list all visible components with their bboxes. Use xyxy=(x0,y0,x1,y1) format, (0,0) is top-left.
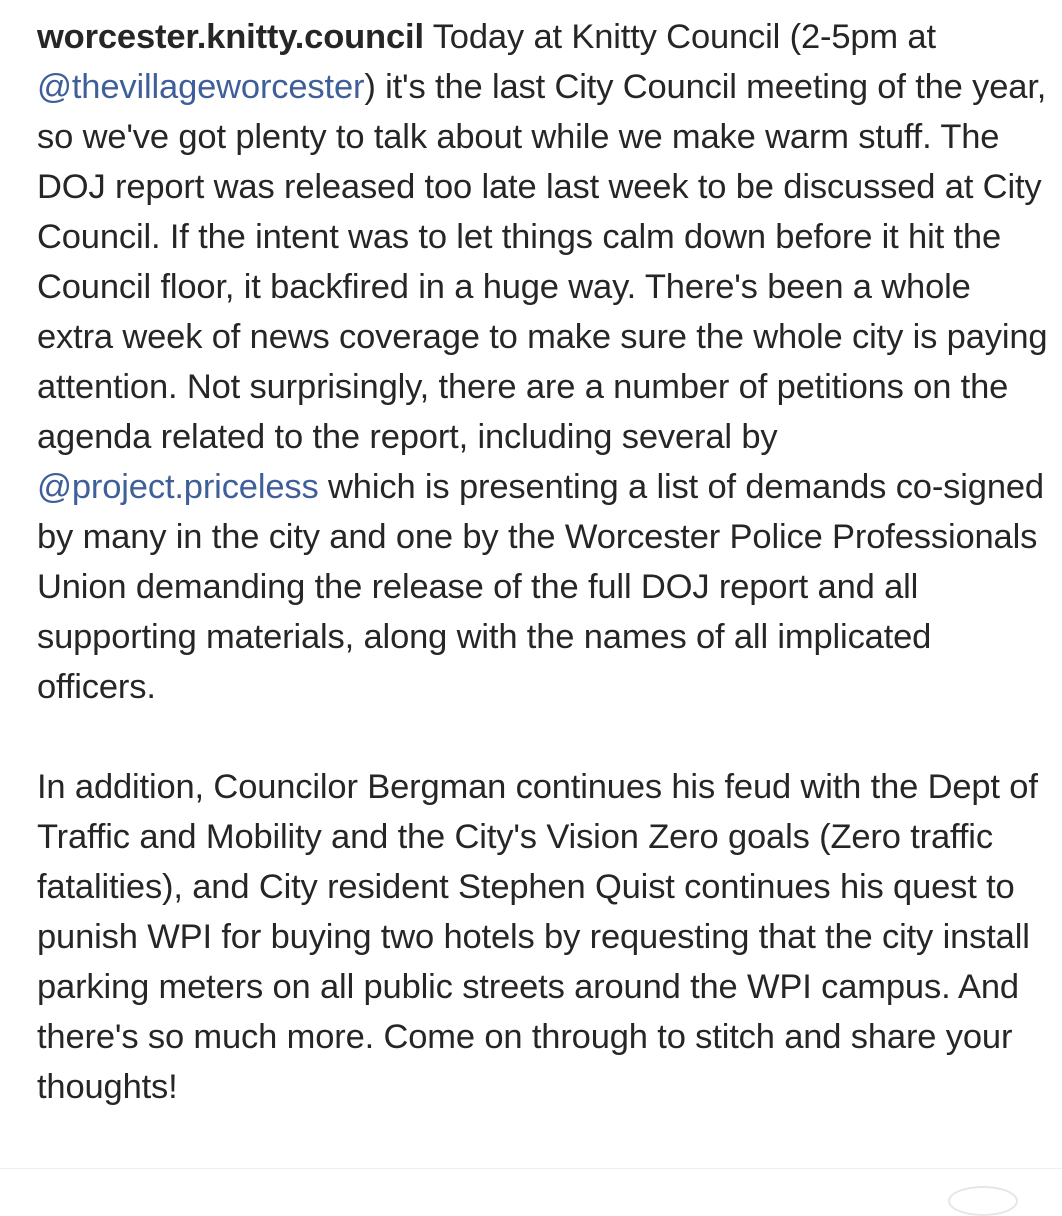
caption-paragraph-2: In addition, Councilor Bergman continues his feud with the Dept of Traffic and Mobility and the City's Vision Zero goals (Zero traffic fatalities), and City resident Stephen Quist continues his quest to punish WPI for buying two hotels by requesting that the city install parking meters on all public streets around the WPI campus. And there's so much more. Come on through to stitch and share your thoughts! xyxy=(37,768,1038,1106)
bottom-divider xyxy=(0,1168,1062,1169)
caption-paragraph-1 xyxy=(37,12,1052,712)
mention-project-priceless-link[interactable]: @project.priceless xyxy=(37,468,319,506)
mention-thevillageworcester-link[interactable]: @thevillageworcester xyxy=(37,68,365,106)
post-caption xyxy=(37,12,1052,1112)
caption-username-link[interactable]: worcester.knitty.council xyxy=(37,18,424,56)
caption-text-segment: ) it's the last City Council meeting of the year, so we've got plenty to talk about while we make warm stuff. The DOJ report was released too late last week to be discussed at City Council. If the intent was to let things calm down before it hit the Council floor, it backfired in a huge way. There's been a whole extra week of news coverage to make sure the whole city is paying attention. Not surprisingly, there are a number of petitions on the agenda related to the report, including several by xyxy=(37,68,1048,456)
caption-text-segment: which is presenting a list of demands co-signed by many in the city and one by the Worcester Police Professionals Union demanding the release of the full DOJ report and all supporting materials, along with the names of all implicated officers. xyxy=(37,468,1044,706)
caption-text-segment: Today at Knitty Council (2-5pm at xyxy=(423,18,936,56)
paragraph-gap xyxy=(37,712,1052,762)
partial-button-outline[interactable] xyxy=(948,1186,1018,1216)
